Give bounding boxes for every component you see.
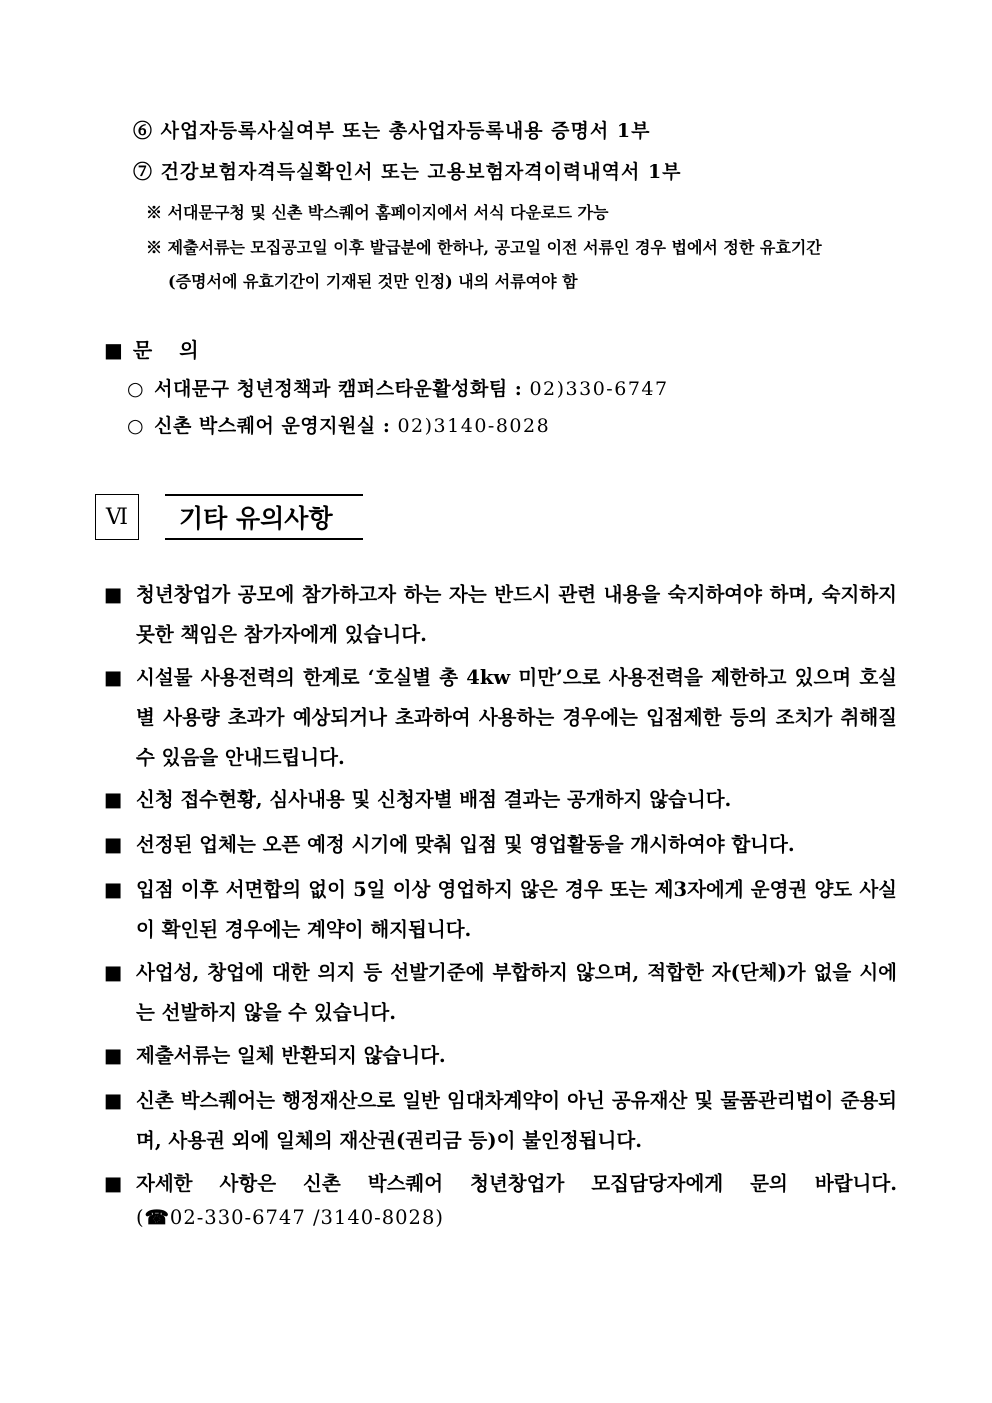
notice-text: 자세한 사항은 신촌 박스퀘어 청년창업가 모집담당자에게 문의 바랍니다. [136, 1172, 897, 1195]
notice-text: 제출서류는 일체 반환되지 않습니다. [136, 1044, 446, 1067]
square-bullet-icon: ■ [104, 666, 123, 689]
notice-item [104, 870, 897, 950]
notice-item [104, 780, 897, 820]
notice-text: 사업성, 창업에 대한 의지 등 선발기준에 부합하지 않으며, 적합한 자(단체)가 없을 시에는 선발하지 않을 수 있습니다. [136, 961, 897, 1024]
notice-item [104, 825, 897, 865]
contact-label: 신촌 박스퀘어 운영지원실 : [154, 415, 398, 437]
notice-item [104, 953, 897, 1033]
square-bullet-icon: ■ [104, 878, 123, 901]
contact-phone: 02)3140-8028 [397, 415, 551, 437]
contact-phone-numbers: 02-330-6747 /3140-8028) [169, 1206, 444, 1229]
square-bullet-icon: ■ [104, 788, 123, 811]
square-bullet-icon: ■ [104, 583, 123, 606]
open-paren: ( [136, 1206, 145, 1229]
contact-phone-line [136, 1206, 444, 1229]
validity-note-line-2: (증명서에 유효기간이 기재된 것만 인정) 내의 서류여야 함 [168, 272, 578, 291]
notice-text: 시설물 사용전력의 한계로 ‘호실별 총 4kw 미만’으로 사용전력을 제한하고 있으며 호실별 사용량 초과가 예상되거나 초과하여 사용하는 경우에는 입점제한 등의 조치가 취해질 수 있음을 안내드립니다. [136, 666, 897, 769]
validity-note-line-1: ※ 제출서류는 모집공고일 이후 발급분에 한하나, 공고일 이전 서류인 경우 법에서 정한 유효기간 [146, 238, 822, 257]
telephone-icon: ☎ [144, 1206, 170, 1229]
download-note: ※ 서대문구청 및 신촌 박스퀘어 홈페이지에서 서식 다운로드 가능 [146, 203, 609, 222]
notice-text: 입점 이후 서면합의 없이 5일 이상 영업하지 않은 경우 또는 제3자에게 운영권 양도 사실이 확인된 경우에는 계약이 해지됩니다. [136, 878, 897, 941]
contact-item [127, 374, 669, 401]
notice-item [104, 1164, 897, 1204]
notice-text: 신촌 박스퀘어는 행정재산으로 일반 임대차계약이 아닌 공유재산 및 물품관리법이 준용되며, 사용권 외에 일체의 재산권(권리금 등)이 불인정됩니다. [136, 1089, 897, 1152]
circle-bullet-icon: ○ [127, 415, 145, 437]
contact-item [127, 411, 550, 438]
square-bullet-icon: ■ [104, 338, 123, 362]
notice-item [104, 658, 897, 778]
square-bullet-icon: ■ [104, 1044, 123, 1067]
square-bullet-icon: ■ [104, 961, 123, 984]
required-doc-item-7: ⑦ 건강보험자격득실확인서 또는 고용보험자격이력내역서 1부 [133, 161, 682, 183]
square-bullet-icon: ■ [104, 1172, 123, 1195]
circle-bullet-icon: ○ [127, 378, 145, 400]
notice-item [104, 575, 897, 655]
inquiry-heading [104, 334, 209, 363]
square-bullet-icon: ■ [104, 1089, 123, 1112]
inquiry-title: 문 의 [132, 338, 209, 362]
notice-item [104, 1036, 897, 1076]
required-doc-item-6: ⑥ 사업자등록사실여부 또는 총사업자등록내용 증명서 1부 [133, 120, 651, 142]
notice-item [104, 1081, 897, 1161]
notice-text: 신청 접수현황, 심사내용 및 신청자별 배점 결과는 공개하지 않습니다. [136, 788, 732, 811]
notice-text: 청년창업가 공모에 참가하고자 하는 자는 반드시 관련 내용을 숙지하여야 하며, 숙지하지 못한 책임은 참가자에게 있습니다. [136, 583, 897, 646]
square-bullet-icon: ■ [104, 833, 123, 856]
contact-phone: 02)330-6747 [529, 378, 669, 400]
notice-text: 선정된 업체는 오픈 예정 시기에 맞춰 입점 및 영업활동을 개시하여야 합니다. [136, 833, 795, 856]
section-title: 기타 유의사항 [165, 494, 363, 540]
section-number-box: Ⅵ [95, 494, 139, 540]
contact-label: 서대문구 청년정책과 캠퍼스타운활성화팀 : [154, 378, 530, 400]
